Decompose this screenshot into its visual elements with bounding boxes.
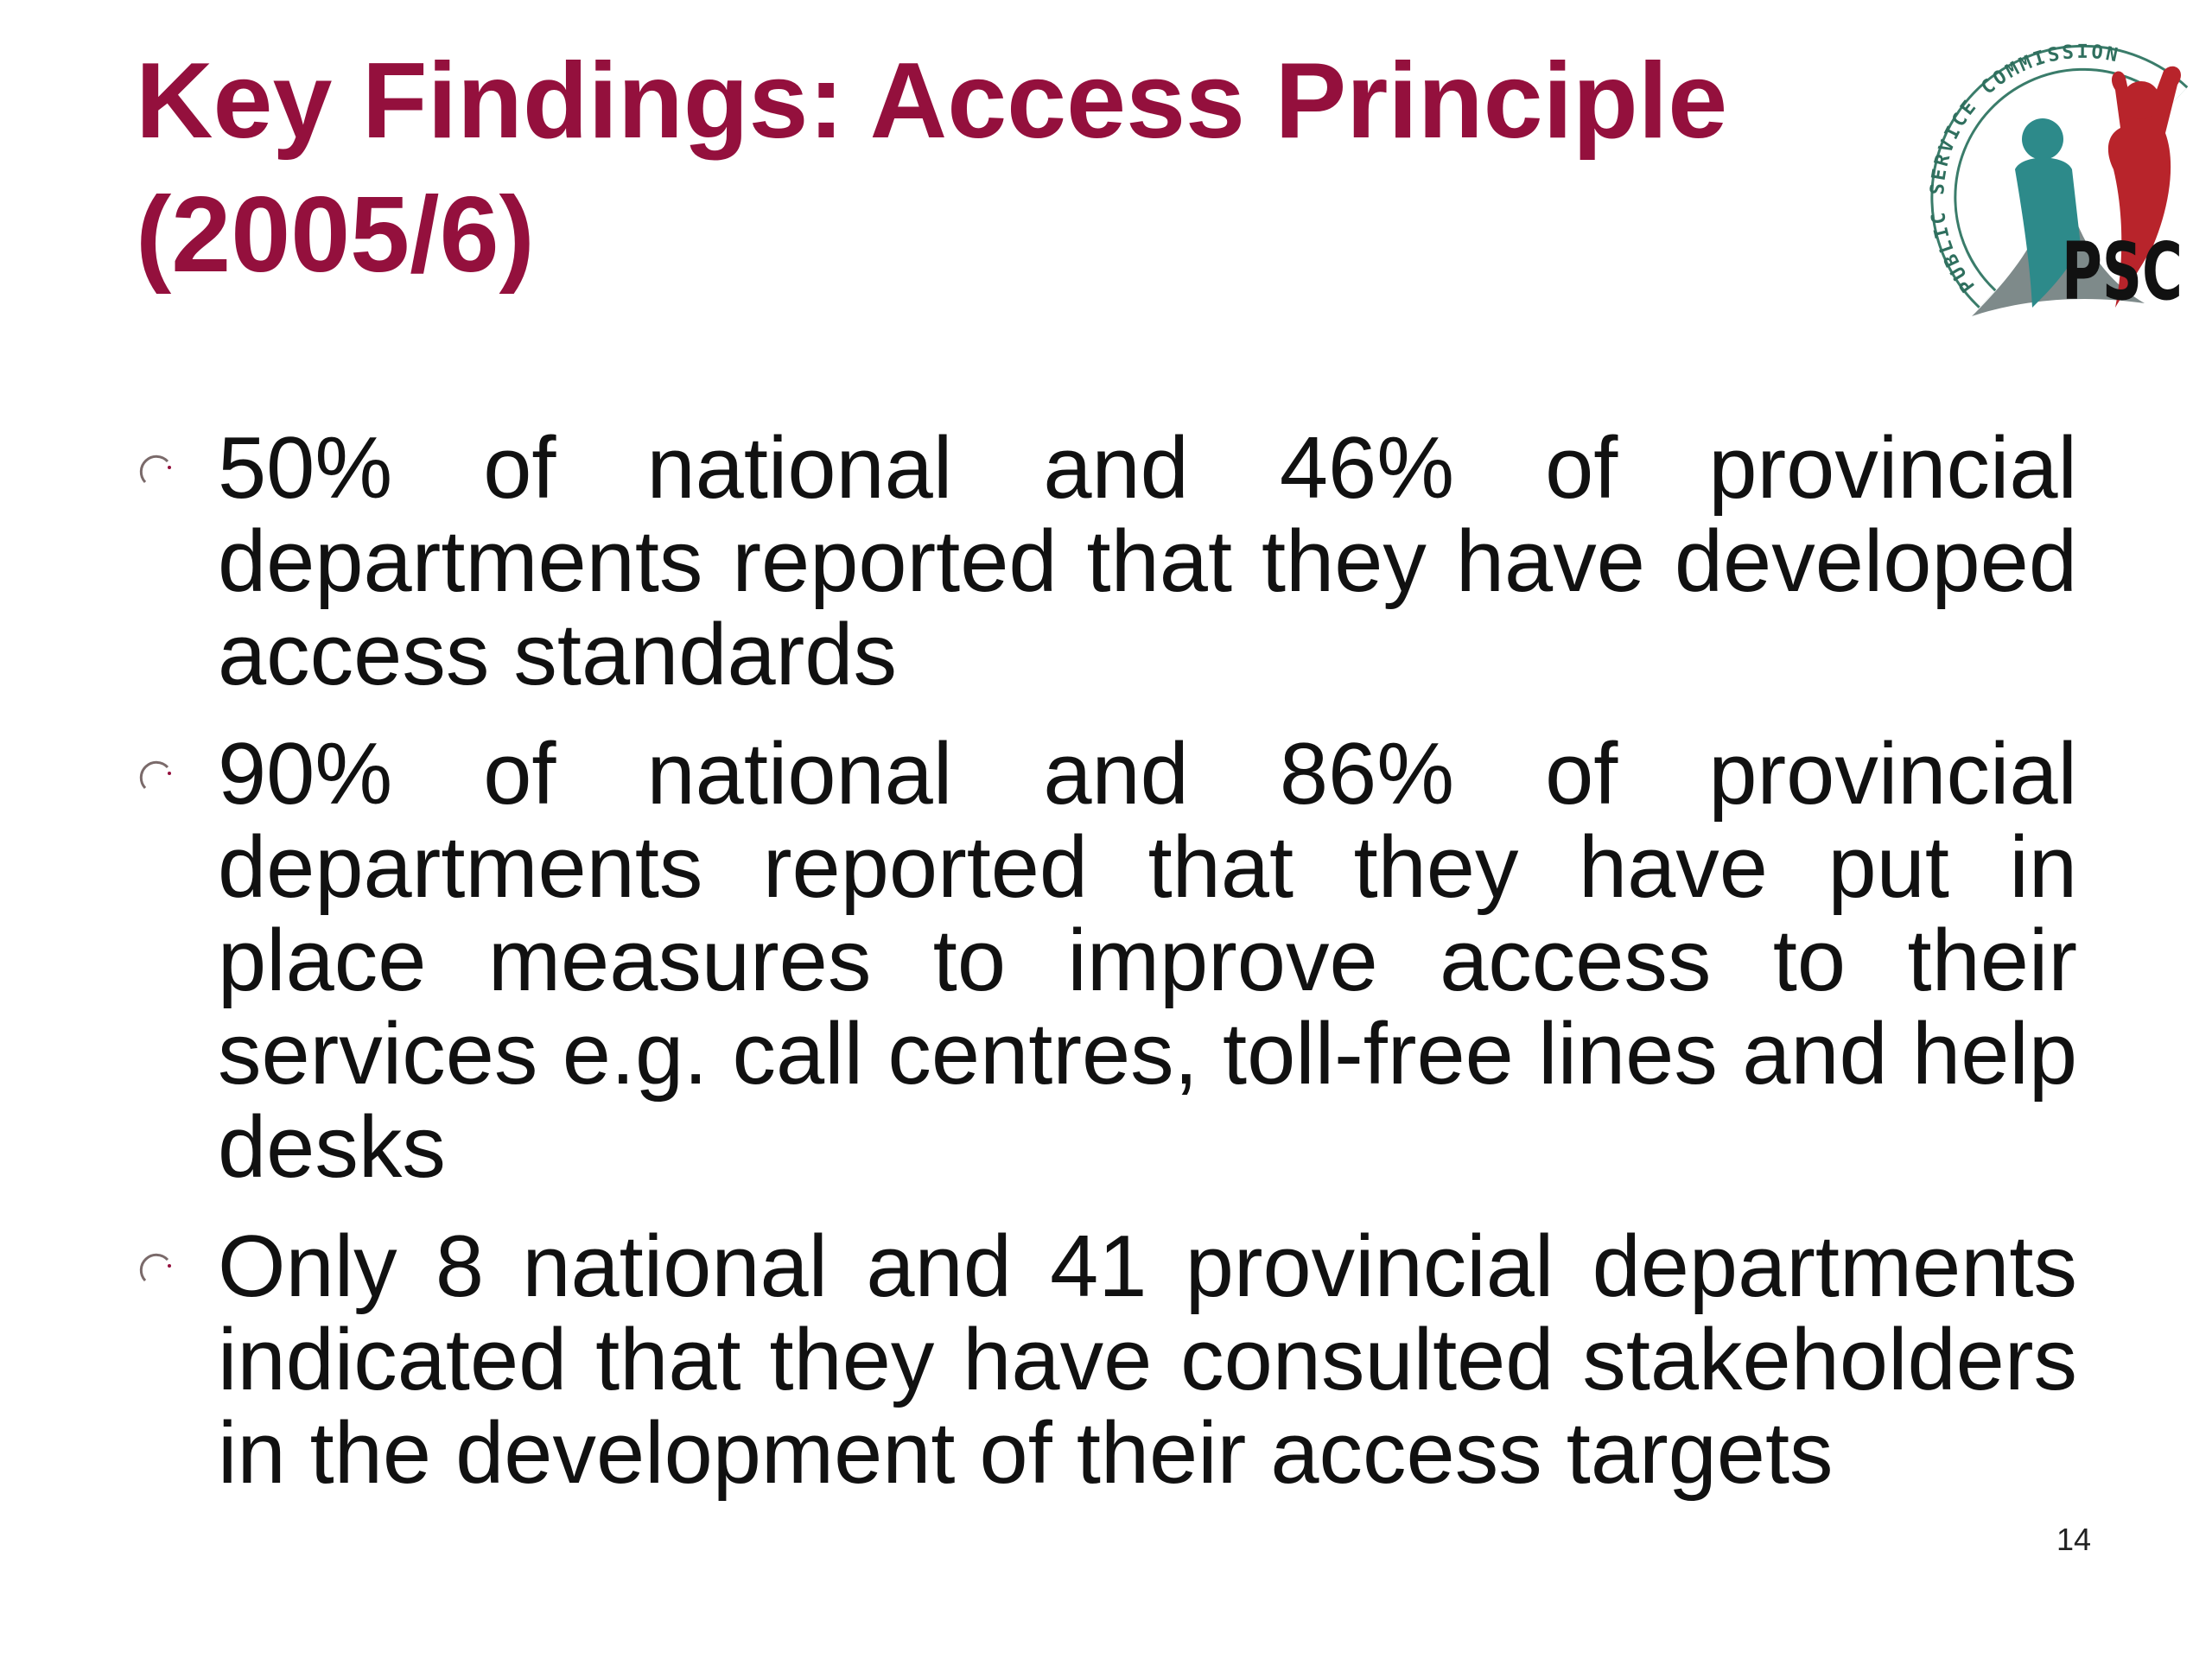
list-item	[138, 1220, 2077, 1500]
slide-title-line-2: (2005/6)	[136, 175, 535, 295]
partial-circle-bullet-icon	[138, 1251, 176, 1289]
logo-arc-text: PUBLIC SERVICE COMMISSION	[1927, 41, 2122, 296]
page-number: 14	[2056, 1522, 2091, 1557]
slide-title-line-1: Key Findings: Access Principle	[136, 41, 1728, 161]
slide-title	[136, 35, 1847, 302]
bullet-text: 50% of national and 46% of provincial departments reported that they have developed access standards	[218, 420, 2077, 703]
psc-logo-icon	[1920, 14, 2205, 342]
bullet-text: 90% of national and 86% of provincial departments reported that they have put in place measures to improve access to their services e.g. call centres, toll-free lines and help desks	[218, 726, 2077, 1196]
partial-circle-bullet-icon	[138, 453, 176, 491]
partial-circle-bullet-icon	[138, 759, 176, 797]
bullet-text: Only 8 national and 41 provincial departments indicated that they have consulted stakeholders in the development of their access targets	[218, 1218, 2077, 1502]
logo-abbreviation: PSC	[2062, 226, 2183, 318]
list-item	[138, 422, 2077, 702]
list-item	[138, 728, 2077, 1194]
findings-list	[138, 422, 2077, 1526]
